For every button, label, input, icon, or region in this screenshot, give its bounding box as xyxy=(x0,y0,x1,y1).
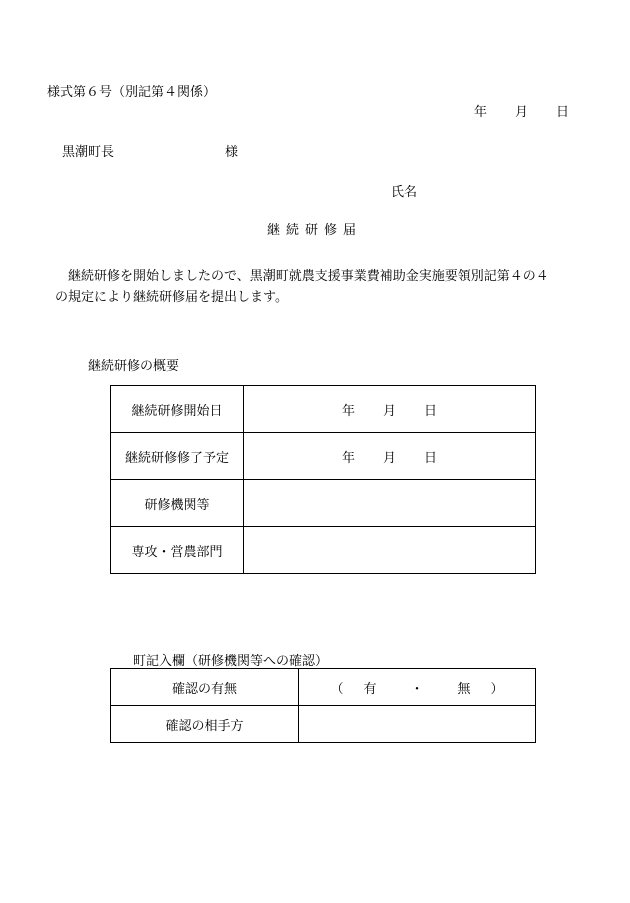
overview-heading: 継続研修の概要 xyxy=(88,359,180,374)
date-year-label: 年 xyxy=(474,105,488,120)
major-department-label: 専攻・営農部門 xyxy=(111,527,244,574)
table-row xyxy=(111,669,536,706)
overview-table xyxy=(110,385,536,574)
start-date-field[interactable] xyxy=(244,386,536,433)
date-month-label: 月 xyxy=(515,105,529,120)
start-date-label: 継続研修開始日 xyxy=(111,386,244,433)
confirmation-contact-field[interactable] xyxy=(299,706,536,743)
form-number: 様式第６号（別記第４関係） xyxy=(47,85,217,100)
town-confirmation-table xyxy=(110,668,536,743)
document-title: 継続研修届 xyxy=(267,223,363,238)
addressee: 黒潮町長 xyxy=(62,145,115,160)
option-no[interactable]: 無 xyxy=(457,681,471,697)
close-paren: ） xyxy=(490,681,504,697)
table-row xyxy=(111,706,536,743)
submission-date xyxy=(474,101,569,120)
separator-dot: ・ xyxy=(410,681,424,697)
body-text xyxy=(55,266,585,308)
body-line-2: の規定により継続研修届を提出します。 xyxy=(55,290,288,305)
planned-completion-field[interactable] xyxy=(244,433,536,480)
table-row xyxy=(111,386,536,433)
option-yes[interactable]: 有 xyxy=(363,681,377,697)
table-row xyxy=(111,433,536,480)
end-month-label: 月 xyxy=(382,450,396,466)
end-year-label: 年 xyxy=(341,450,355,466)
town-section-heading: 町記入欄（研修機関等への確認） xyxy=(133,654,329,669)
table-row xyxy=(111,527,536,574)
institution-label: 研修機関等 xyxy=(111,480,244,527)
open-paren: （ xyxy=(330,681,344,697)
confirmation-status-field[interactable] xyxy=(299,669,536,706)
planned-completion-label: 継続研修修了予定 xyxy=(111,433,244,480)
body-line-1: 継続研修を開始しましたので、黒潮町就農支援事業費補助金実施要領別記第４の４ xyxy=(68,269,549,284)
honorific: 様 xyxy=(225,145,239,160)
applicant-name-label: 氏名 xyxy=(391,185,418,200)
date-day-label: 日 xyxy=(556,105,570,120)
table-row xyxy=(111,480,536,527)
confirmation-status-label: 確認の有無 xyxy=(111,669,299,706)
start-year-label: 年 xyxy=(341,403,355,419)
start-month-label: 月 xyxy=(382,403,396,419)
major-department-field[interactable] xyxy=(244,527,536,574)
confirmation-contact-label: 確認の相手方 xyxy=(111,706,299,743)
start-day-label: 日 xyxy=(424,403,438,419)
institution-field[interactable] xyxy=(244,480,536,527)
end-day-label: 日 xyxy=(424,450,438,466)
